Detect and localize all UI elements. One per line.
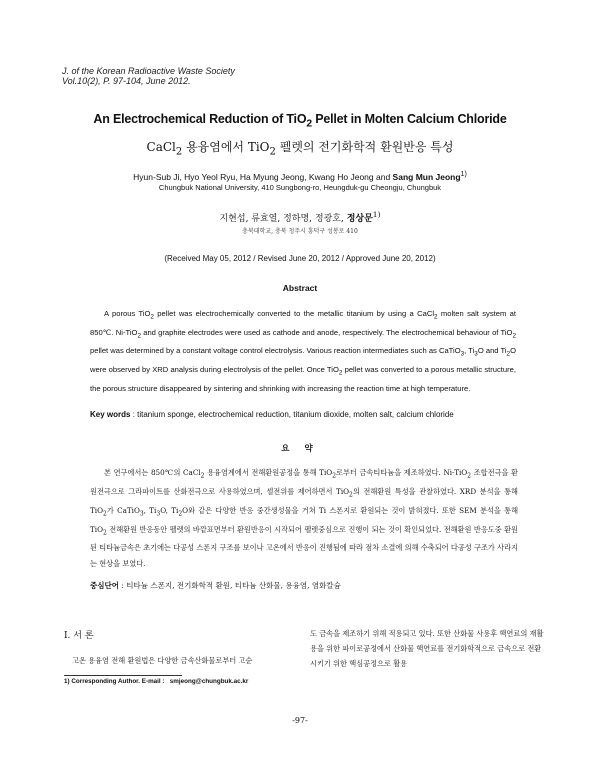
footnote-divider [64, 675, 182, 676]
corresponding-author-en: Sang Mun Jeong [392, 171, 461, 182]
footnote: 1) Corresponding Author. E-mail : smjeong@chungbuk.ac.kr [64, 678, 249, 685]
authors-en: Hyun-Sub Ji, Hyo Yeol Ryu, Ha Myung Jeong, Kwang Ho Jeong and Sang Mun Jeong$^{1)}$ [133, 170, 467, 182]
page-number: -97- [292, 716, 308, 725]
abstract-heading: Abstract [282, 283, 318, 293]
keywords-en: Key words : titanium sponge, electrochemical reduction, titanium dioxide, molten salt, calcium chloride [90, 410, 454, 419]
affiliation-ko: 충북대학교, 충북 청주시 흥덕구 성봉로 410 [242, 228, 358, 235]
journal-volume: Vol.10(2), P. 97-104, June 2012. [62, 76, 191, 86]
affiliation-en: Chungbuk National University, 410 Sungbong-ro, Heungduk-gu Cheongju, Chungbuk [158, 183, 442, 192]
korean-abstract-heading: 요 약 [281, 444, 319, 454]
corresponding-author-ko: 정상문 [346, 214, 373, 224]
received-dates: (Received May 05, 2012 / Revised June 20, 2012 / Approved June 20, 2012) [164, 254, 436, 263]
footnote-email: smjeong@chungbuk.ac.kr [169, 678, 249, 685]
keywords-ko-label: 중심단어 [90, 581, 119, 590]
section-heading-introduction: I. 서 론 [64, 631, 94, 641]
keywords-label: Key words [90, 410, 131, 419]
intro-column-right: 도 금속을 제조하기 위해 적용되고 있다. 또한 산화물 사용후 핵연료의 재활용을 위한 파이로공정에서 산화물 핵연료를 전기화학적으로 금속으로 전환시키기 위한 핵심공정으로 활용 [310, 629, 544, 668]
korean-abstract-body: 본 연구에서는 850℃의 CaCl$_2$ 용융염계에서 전해환원공정을 통해 TiO$_2$로부터 금속티타늄을 제조하였다. Ni-TiO$_2$ 조합전극을 환원전극으로 그라파이트를 산화전극으로 사용하였으며, 셀전위를 제어하면서 TiO$_2$의 전해환원 특성을 관찰하였다. XRD 분석을 통해 TiO$_2$가 CaTiO$_3$, $Ti_3O$, $Ti_2O$와 같은 다양한 반응 중간생성물을 거쳐 Ti 스폰지로 환원되는 것이 밝혀졌다. 또한 SEM 분석을 통해 TiO$_2$ 전해환원 반응동안 펠렛의 바깥표면부터 환원반응이 시작되어 펠렛중심으로 진행이 되는 것이 확인되었다. 전해환원 반응도중 환원된 티타늄금속은 초기에는 다공성 스폰지 구조를 보이나 고온에서 반응이 진행됨에 따라 점차 소결에 의해 수축되어 다공성 구조가 사라지는 현상을 보였다. [90, 468, 519, 568]
keywords-ko: 중심단어 : 티타늄 스폰지, 전기화학적 환원, 티타늄 산화물, 용융염, 염화칼슘 [90, 581, 341, 590]
paper-title-en: An Electrochemical Reduction of TiO$_2$ Pellet in Molten Calcium Chloride [93, 112, 507, 130]
authors-ko: 지현섭, 류효열, 정하명, 정광호, 정상문$^{1)}$ [219, 210, 381, 224]
abstract-body: A porous TiO$_2$ pellet was electrochemically converted to the metallic titanium by using a CaCl$_2$ molten salt system at 850℃. Ni-TiO$_2$ and graphite electrodes were used as cathode and anode, respectively. The electrochemical behaviour of TiO$_2$ pellet was determined by a constant voltage control electrolysis. Various reaction intermediates such as CaTiO$_3$, $Ti_3O$ and $Ti_2O$ were observed by XRD analysis during electrolysis of the pellet. Once TiO$_2$ pellet was converted to a porous metallic structure, the porous structure disappeared by sintering and shrinking with increasing the reaction time at high temperature. [90, 309, 517, 393]
intro-column-left: 고온 용융염 전해 환원법은 다양한 금속산화물로부터 고순 [72, 656, 253, 665]
paper-title-ko: CaCl$_2$ 용융염에서 TiO$_2$ 펠렛의 전기화학적 환원반응 특성 [146, 140, 454, 158]
journal-citation [62, 66, 235, 86]
journal-name: J. of the Korean Radioactive Waste Society [62, 66, 235, 76]
